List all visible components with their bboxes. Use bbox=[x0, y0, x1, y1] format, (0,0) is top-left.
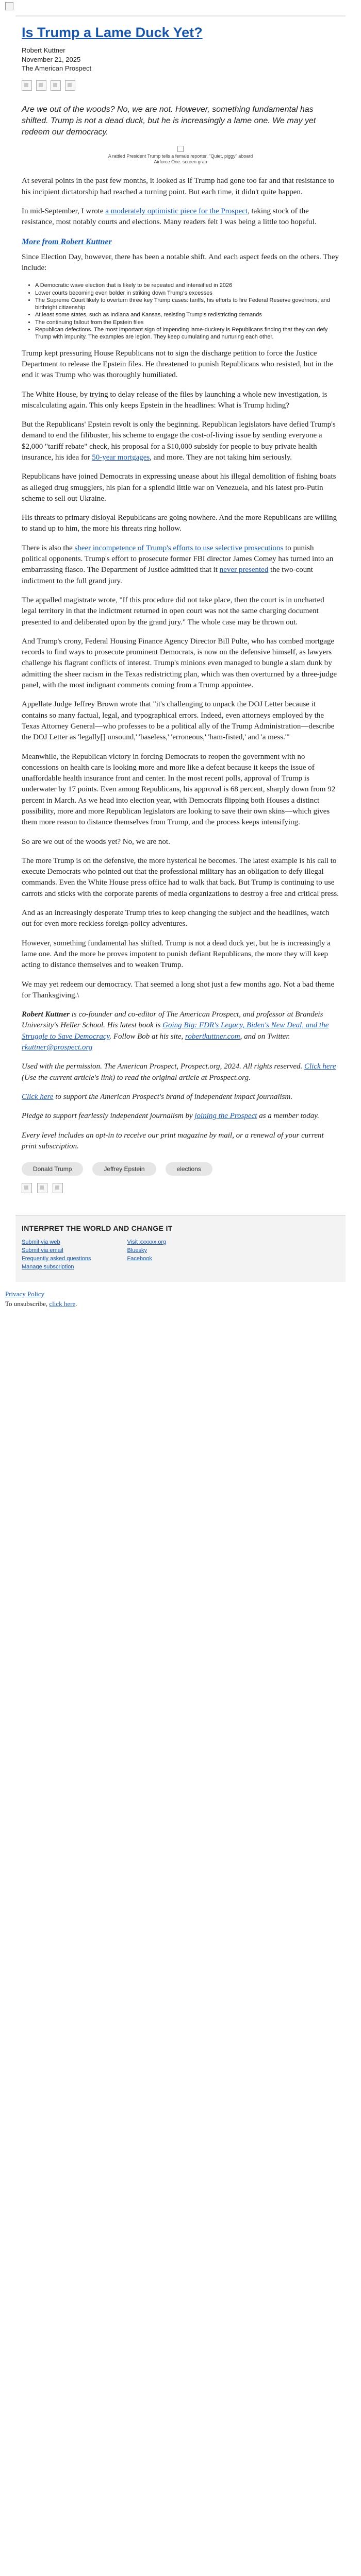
email-icon[interactable] bbox=[53, 1183, 63, 1193]
footer-col-1 bbox=[22, 1239, 91, 1272]
facebook-icon[interactable] bbox=[22, 1183, 32, 1193]
optimistic-piece-link[interactable]: a moderately optimistic piece for the Prospect bbox=[105, 207, 248, 216]
list-item: • At least some states, such as Indiana and Kansas, resisting Trump's redistricting demands bbox=[35, 311, 339, 318]
twitter-icon[interactable] bbox=[36, 80, 46, 91]
image-placeholder-icon bbox=[177, 146, 184, 152]
footer-link-submit-email[interactable]: Submit via email bbox=[22, 1247, 63, 1254]
tag-donald-trump[interactable]: Donald Trump bbox=[22, 1162, 83, 1176]
paragraph: The White House, by trying to delay release of the files by launching a whole new investigation, is miscalculating again. This only keeps Epstein in the headlines: What is Trump hiding? bbox=[22, 390, 327, 410]
tag-elections[interactable]: elections bbox=[166, 1162, 212, 1176]
top-bar bbox=[0, 0, 361, 15]
link-icon[interactable] bbox=[65, 80, 75, 91]
list-item: • The continuing fallout from the Epstein files bbox=[35, 319, 339, 326]
image-caption: A rattled President Trump tells a female reporter, "Quiet, piggy" aboard Airforce One. screen grab bbox=[108, 153, 253, 164]
paragraph: His threats to primary disloyal Republicans are going nowhere. And the more Republicans are willing to stand up to him, the more his threats ring hollow. bbox=[22, 514, 337, 533]
paragraph bbox=[22, 419, 339, 463]
publish-date: November 21, 2025 bbox=[22, 55, 81, 63]
unsubscribe-line bbox=[5, 1299, 356, 1309]
support-click-here-link[interactable]: Click here bbox=[22, 1092, 54, 1101]
paragraph: Meanwhile, the Republican victory in forcing Democrats to reopen the government with no concessions on health care is looking more and more like a defeat because it keeps the issue of unaffordable health insurance front and center. In the most recent polls, approval of Trump is underwater by 17 points. Even among Republicans, his approval is 68 percent, sharply down from 92 percent in March. As we head into election year, with Democrats flipping both Houses a distinct possibility, more and more Republican legislators are looking to save their own skins—which gives them more reason to distance themselves from Trump, and the process keeps intensifying. bbox=[22, 752, 336, 827]
footer-link-bluesky[interactable]: Bluesky bbox=[127, 1247, 147, 1254]
paragraph: We may yet redeem our democracy. That seemed a long shot just a few months ago. Not a bad theme for Thanksgiving.\ bbox=[22, 980, 335, 999]
text-span: as a member today. bbox=[257, 1112, 319, 1121]
author-bio bbox=[22, 1009, 339, 1053]
paragraph: The more Trump is on the defensive, the more hysterical he becomes. The latest example is his call to execute Democrats who pointed out that the professional military has an obligation to defy illegal commands. Even the White House press office had to walk that back. But Trump is continuing to use carrots and sticks with the corporate parents of media organizations to destroy a free and critical press. bbox=[22, 856, 339, 898]
email-icon[interactable] bbox=[51, 80, 61, 91]
footer-link-submit-web[interactable]: Submit via web bbox=[22, 1239, 60, 1246]
text-span: To unsubscribe, bbox=[5, 1300, 50, 1308]
text-span: (Use the current article's link) to read the original article at Prospect.org. bbox=[22, 1073, 251, 1082]
paragraph: Appellate Judge Jeffrey Brown wrote that "it's challenging to unpack the DOJ Letter because it contains so many factual, legal, and typographical errors. Indeed, even attorneys employed by the Texas Attorney General—who professes to be a political ally of the Trump Administration—describe the DOJ Letter as 'legally[] unsound,' 'baseless,' 'erroneous,' 'ham-fisted,' and 'a mess.'" bbox=[22, 700, 335, 742]
article-title[interactable]: Is Trump a Lame Duck Yet? bbox=[22, 25, 203, 40]
book-link[interactable]: Going Big: FDR's Legacy, Biden's New Deal, and the Struggle to Save Democracy bbox=[22, 1021, 329, 1041]
more-from-author-link[interactable]: More from Robert Kuttner bbox=[22, 237, 112, 246]
bottom-links bbox=[0, 1282, 361, 1319]
publication-name: The American Prospect bbox=[22, 64, 92, 73]
paragraph: And Trump's crony, Federal Housing Finance Agency Director Bill Pulte, who has combed mortgage records to find ways to prosecute prominent Democrats, is now on the defensive himself, as lawyers challenge his flagrant conflicts of interest. Trump's minions even managed to bungle a slam dunk by admitting the sheer racism in the Texas redistricting plan, which was then overturned by a three-judge panel, with the most indignant comments coming from a Trump appointee. bbox=[22, 637, 337, 690]
author-name: Robert Kuttner bbox=[22, 46, 65, 55]
article-meta bbox=[22, 46, 339, 73]
paragraph: The appalled magistrate wrote, "If this procedure did not take place, then the court is in uncharted legal territory in that the indictment returned in open court was not the same charging document presented to and deliberated upon by the grand jury." The whole case may be thrown out. bbox=[22, 596, 324, 626]
text-span: . bbox=[75, 1300, 77, 1308]
paragraph bbox=[22, 543, 339, 587]
text-span: Used with the permission. The American Prospect, Prospect.org, 2024. All rights reserved. bbox=[22, 1062, 303, 1071]
footer-link-manage-subscription[interactable]: Manage subscription bbox=[22, 1263, 74, 1270]
pledge-note bbox=[22, 1111, 339, 1122]
article-figure bbox=[22, 146, 339, 165]
unsubscribe-link[interactable]: click here bbox=[49, 1300, 76, 1308]
share-row bbox=[22, 80, 339, 91]
paragraph: Republicans have joined Democrats in expressing unease about his illegal demolition of fishing boats as alleged drug smugglers, his plan for a splendid little war on Venezuela, and his latest pro-Putin scheme to sell out Ukraine. bbox=[22, 472, 336, 503]
mortgages-link[interactable]: 50-year mortgages bbox=[92, 453, 150, 462]
text-span: to punish political opponents. Trump's effort to prosecute former FBI director James Comey has turned into an embarrassing fiasco. The Department of Justice admitted that it bbox=[22, 544, 334, 574]
facebook-icon[interactable] bbox=[22, 80, 32, 91]
paragraph: Trump kept pressuring House Republicans not to sign the discharge petition to force the Justice Department to release the Epstein files. He threatened to punish Republicans who resisted, but in the end it was Trump who was thoroughly humiliated. bbox=[22, 349, 333, 380]
privacy-policy-link[interactable]: Privacy Policy bbox=[5, 1290, 45, 1298]
list-item: • Republican defections. The most important sign of impending lame-duckery is Republicans finding that they can defy Trump with impunity. The examples are legion. They keep cumulating and nurturing each other. bbox=[35, 326, 339, 341]
tag-jeffrey-epstein[interactable]: Jeffrey Epstein bbox=[92, 1162, 156, 1176]
footer-columns bbox=[22, 1239, 339, 1272]
text-span: , and more. They are not taking him seriously. bbox=[150, 453, 292, 462]
bullet-list bbox=[22, 282, 339, 341]
support-note bbox=[22, 1092, 339, 1103]
paragraph: Since Election Day, however, there has been a notable shift. And each aspect feeds on the others. They include: bbox=[22, 252, 339, 272]
selective-prosecutions-link[interactable]: sheer incompetence of Trump's efforts to use selective prosecutions bbox=[74, 544, 284, 552]
text-span: , taking stock of the resistance, most notably courts and elections. Many readers felt I was being a little too hopeful. bbox=[22, 207, 317, 227]
text-span: the two-count indictment to the full grand jury. bbox=[22, 566, 313, 585]
paragraph: However, something fundamental has shifted. Trump is not a dead duck yet, but he is increasingly a lame one. And the more he proves impotent to punish defiant Republicans, the more they will keep acting to distance themselves and to weaken Trump. bbox=[22, 939, 331, 970]
text-span: Pledge to support fearlessly independent journalism by bbox=[22, 1112, 195, 1121]
paragraph: At several points in the past few months, it looked as if Trump had gone too far and that resistance to his incipient dictatorship had reached a turning point. But each time, it didn't quite happen. bbox=[22, 177, 335, 196]
site-link[interactable]: robertkuttner.com bbox=[185, 1032, 240, 1041]
twitter-icon[interactable] bbox=[37, 1183, 47, 1193]
text-span: There is also the bbox=[22, 544, 75, 552]
footer-band bbox=[15, 1215, 346, 1282]
text-span: But the Republicans' Epstein revolt is only the beginning. Republican legislators have defied Trump's demand to end the filibuster, his scheme to engage the cost-of-living issue by sending everyone a $2,000 "tariff rebate" check, his proposal for a $10,000 subsidy for people to buy private health insurance, his idea for bbox=[22, 420, 336, 462]
email-container bbox=[15, 15, 346, 1206]
paragraph: So are we out of the woods yet? No, we are not. bbox=[22, 837, 170, 846]
email-link[interactable]: rkuttner@prospect.org bbox=[22, 1043, 93, 1052]
permission-note bbox=[22, 1061, 339, 1083]
footer-heading: INTERPRET THE WORLD AND CHANGE IT bbox=[22, 1224, 173, 1233]
broken-image-icon bbox=[5, 2, 13, 10]
social-row bbox=[22, 1183, 339, 1193]
text-span: is co-founder and co-editor of The American Prospect, and professor at Brandeis University's Heller School. His latest book is bbox=[22, 1010, 323, 1030]
list-item: • Lower courts becoming even bolder in striking down Trump's excesses bbox=[35, 290, 339, 297]
text-span: , and on Twitter. bbox=[240, 1032, 290, 1041]
footer-link-visit-site[interactable]: Visit xxxxxx.org bbox=[127, 1239, 167, 1246]
paragraph bbox=[22, 206, 339, 228]
text-span: to support the American Prospect's brand of independent impact journalism. bbox=[53, 1092, 293, 1101]
text-span: . Follow Bob at his site, bbox=[109, 1032, 186, 1041]
every-level-note: Every level includes an opt-in to receive our print magazine by mail, or a renewal of your current print subscription. bbox=[22, 1131, 324, 1150]
join-prospect-link[interactable]: joining the Prospect bbox=[194, 1112, 257, 1121]
never-presented-link[interactable]: never presented bbox=[219, 566, 269, 574]
text-span: In mid-September, I wrote bbox=[22, 207, 106, 216]
click-here-link[interactable]: Click here bbox=[304, 1062, 336, 1071]
list-item: • The Supreme Court likely to overturn three key Trump cases: tariffs, his efforts to fire Federal Reserve governors, and birthright citizenship bbox=[35, 297, 339, 312]
footer-link-facebook[interactable]: Facebook bbox=[127, 1256, 152, 1262]
footer-link-faq[interactable]: Frequently asked questions bbox=[22, 1256, 91, 1262]
paragraph: And as an increasingly desperate Trump tries to keep changing the subject and the headlines, watch out for even more reckless foreign-policy adventures. bbox=[22, 909, 330, 928]
footer-col-2 bbox=[127, 1239, 167, 1272]
article-dek: Are we out of the woods? No, we are not. However, something fundamental has shifted. Trump is not a dead duck, but he is increasingly a lame one. We may yet redeem our democracy. bbox=[22, 105, 316, 137]
bio-author-name: Robert Kuttner bbox=[22, 1010, 70, 1019]
list-item: • A Democratic wave election that is likely to be repeated and intensified in 2026 bbox=[35, 282, 339, 289]
tag-list bbox=[22, 1162, 339, 1176]
